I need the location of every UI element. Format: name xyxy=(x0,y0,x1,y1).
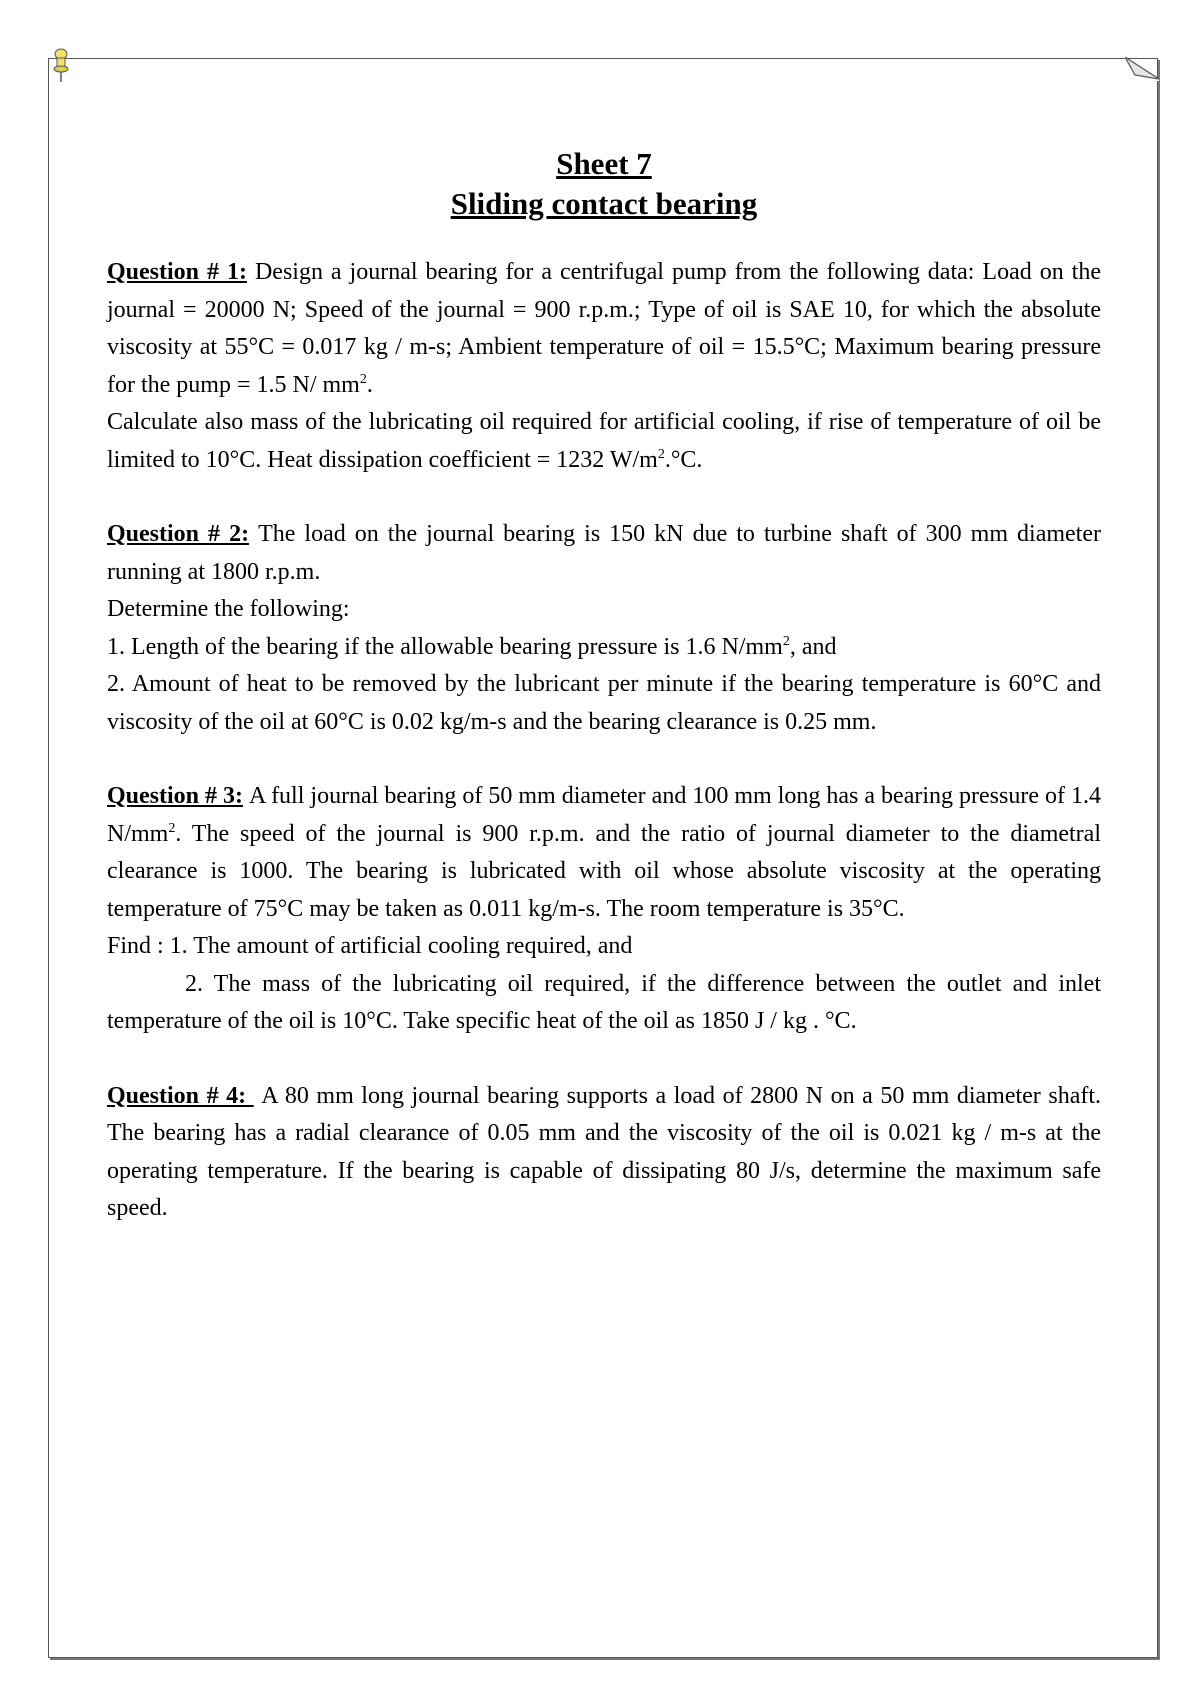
question-1-paragraph-2: Calculate also mass of the lubricating oil required for artificial cooling, if rise of temperature of oil be limited to 10°C. Heat dissipation coefficient = 1232 $W/m^2.^\circ C$. xyxy=(107,409,1101,473)
document-body xyxy=(107,144,1101,1265)
question-3-label: Question # 3: xyxy=(107,783,244,809)
question-1-paragraph-1: Question # 1: Design a journal bearing for a centrifugal pump from the following data: Load on the journal = 20000 N; Speed of the journal = 900 r.p.m.; Type of oil is SAE 10, for which the absolute viscosity at 55°C = 0.017 kg / m-s; Ambient temperature of oil = 15.5°C; Maximum bearing pressure for the pump = 1.5 N/ $mm^2$. xyxy=(107,259,1102,398)
question-2-paragraph-3: 1. Length of the bearing if the allowable bearing pressure is 1.6 $N/mm^2$, and xyxy=(107,633,837,660)
pushpin-icon xyxy=(51,47,71,83)
question-2-paragraph-1: Question # 2: The load on the journal bearing is 150 kN due to turbine shaft of 300 mm diameter running at 1800 r.p.m. xyxy=(107,521,1101,585)
question-1 xyxy=(107,254,1101,479)
question-4-label: Question # 4: xyxy=(107,1082,254,1109)
sheet-title: Sheet 7 xyxy=(556,146,652,181)
question-3-paragraph-3: 2. The mass of the lubricating oil required, if the difference between the outlet and inlet temperature of the oil is 10°C. Take specific heat of the oil as 1850 J / kg . °C. xyxy=(107,970,1101,1034)
question-3 xyxy=(107,778,1101,1041)
question-4-paragraph-1: Question # 4: A 80 mm long journal bearing supports a load of 2800 N on a 50 mm diameter shaft. The bearing has a radial clearance of 0.05 mm and the viscosity of the oil is 0.021 kg / m-s at the operating temperature. If the bearing is capable of dissipating 80 J/s, determine the maximum safe speed. xyxy=(107,1082,1102,1221)
title-block xyxy=(107,144,1101,224)
question-2 xyxy=(107,516,1101,741)
sheet-subtitle: Sliding contact bearing xyxy=(450,186,758,221)
question-3-paragraph-2: Find : 1. The amount of artificial cooling required, and xyxy=(107,933,633,959)
question-4 xyxy=(107,1078,1101,1228)
folded-corner-icon xyxy=(1125,57,1159,81)
question-1-label: Question # 1: xyxy=(107,259,247,285)
question-2-paragraph-4: 2. Amount of heat to be removed by the lubricant per minute if the bearing temperature is 60°C and viscosity of the oil at 60°C is 0.02 kg/m-s and the bearing clearance is 0.25 mm. xyxy=(107,671,1101,735)
question-3-paragraph-1: Question # 3: A full journal bearing of 50 mm diameter and 100 mm long has a bearing pressure of 1.4 $N/mm^2$. The speed of the journal is 900 r.p.m. and the ratio of journal diameter to the diametral clearance is 1000. The bearing is lubricated with oil whose absolute viscosity at the operating temperature of 75°C may be taken as 0.011 kg/m-s. The room temperature is 35°C. xyxy=(107,783,1101,922)
question-2-paragraph-2: Determine the following: xyxy=(107,596,350,622)
question-2-label: Question # 2: xyxy=(107,521,250,547)
